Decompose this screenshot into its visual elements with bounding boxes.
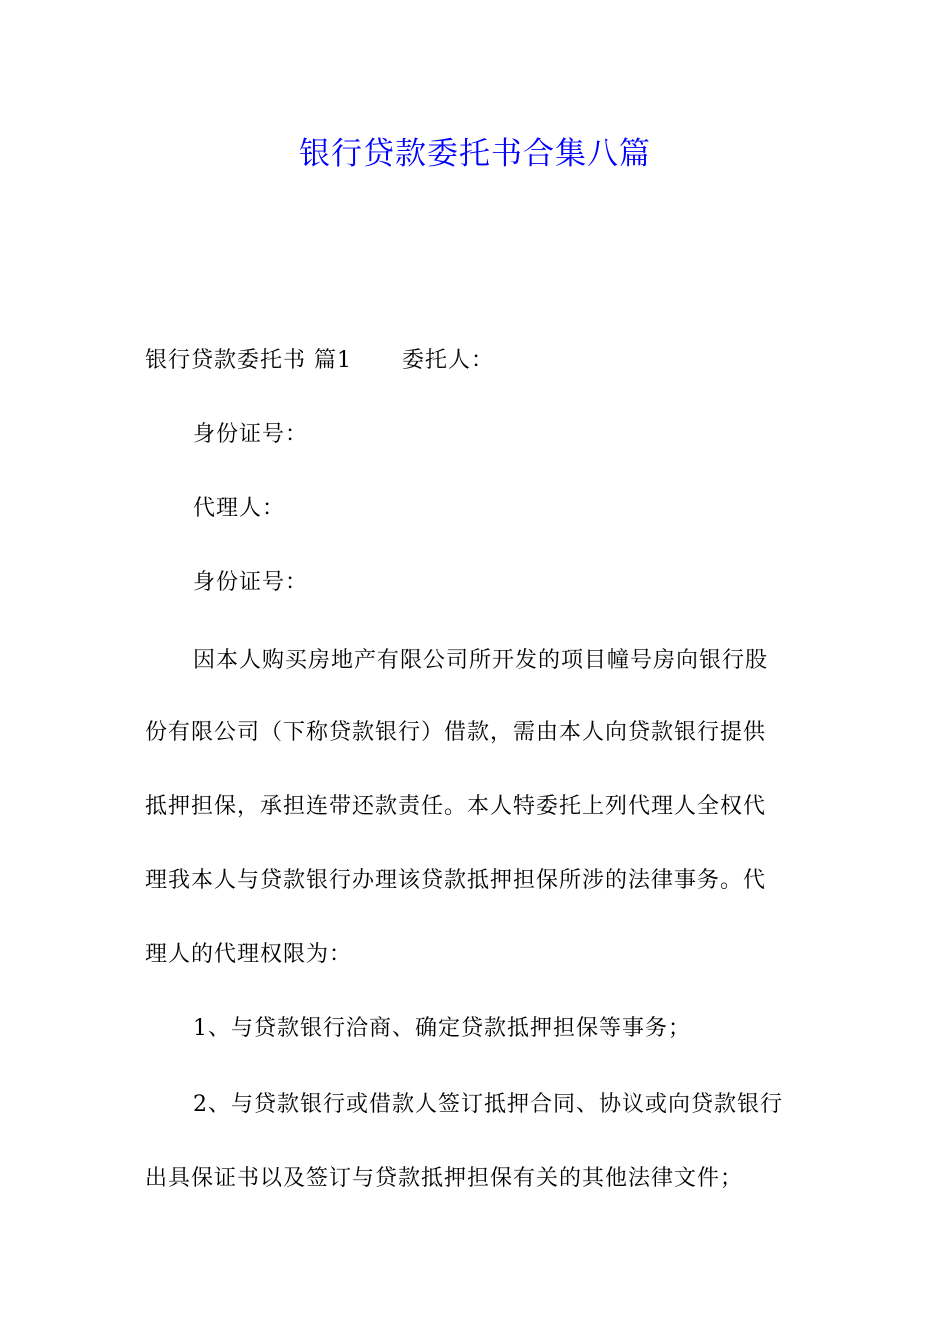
principal-label: 委托人： (402, 348, 495, 373)
body-paragraph-line: 理人的代理权限为： (145, 942, 353, 967)
section-heading: 银行贷款委托书 篇1 (145, 348, 352, 373)
agent-id-number-label: 身份证号： (193, 570, 309, 595)
id-number-label: 身份证号： (193, 422, 309, 447)
body-paragraph-line: 理我本人与贷款银行办理该贷款抵押担保所涉的法律事务。代 (145, 868, 767, 893)
body-paragraph-line: 抵押担保，承担连带还款责任。本人特委托上列代理人全权代 (145, 794, 767, 819)
list-item-2-line: 2、与贷款银行或借款人签订抵押合同、协议或向贷款银行 (193, 1092, 783, 1117)
list-item-2-line: 出具保证书以及签订与贷款抵押担保有关的其他法律文件； (145, 1166, 744, 1191)
section-heading-line (145, 343, 815, 379)
body-paragraph-line: 因本人购买房地产有限公司所开发的项目幢号房向银行股 (193, 648, 769, 673)
document-title: 银行贷款委托书合集八篇 (299, 136, 651, 172)
list-item-1: 1、与贷款银行洽商、确定贷款抵押担保等事务； (193, 1016, 691, 1041)
body-paragraph-line: 份有限公司（下称贷款银行）借款，需由本人向贷款银行提供 (145, 720, 767, 745)
agent-label: 代理人： (193, 496, 286, 521)
